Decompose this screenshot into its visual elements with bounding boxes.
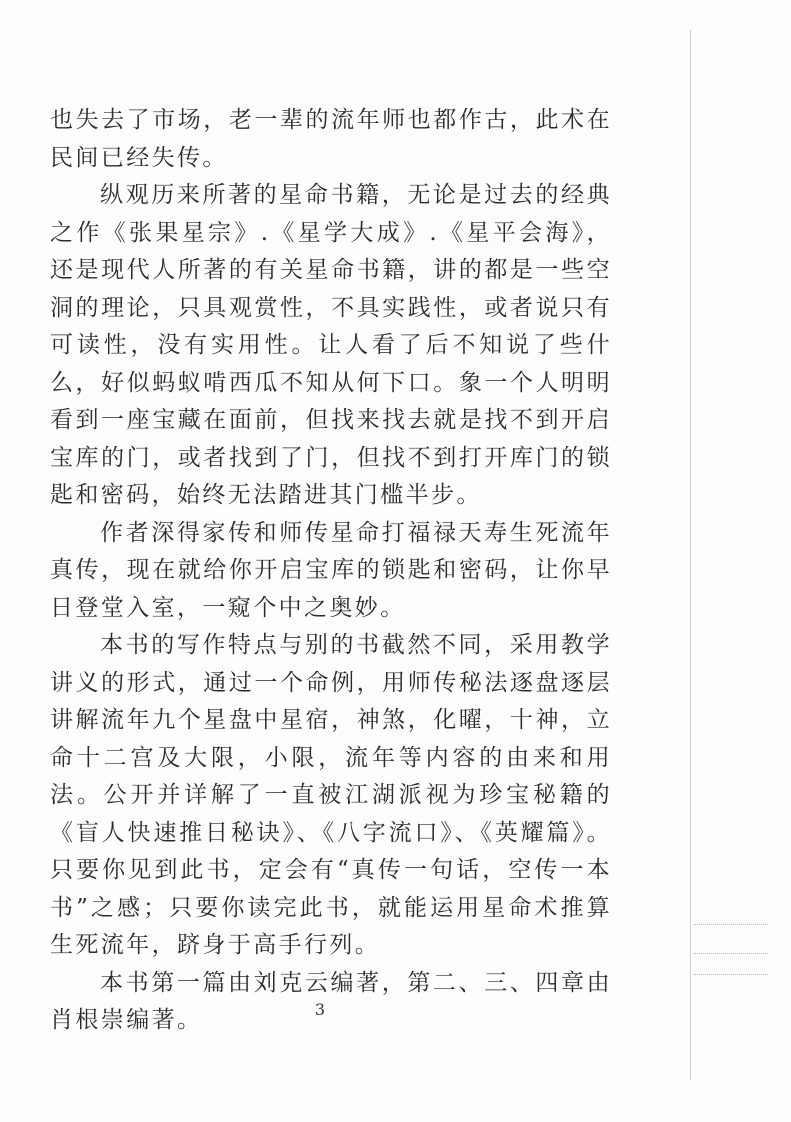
scan-mark bbox=[694, 974, 768, 975]
scan-mark bbox=[694, 953, 768, 954]
page-number: 3 bbox=[314, 1000, 326, 1019]
scan-mark bbox=[694, 924, 768, 925]
page-edge-line bbox=[690, 30, 691, 1080]
paragraph-book-features: 本书的写作特点与别的书截然不同，采用教学讲义的形式，通过一个命例，用师传秘法逐盘逐层讲解流年九个星盘中星宿，神煞，化曜，十神，立命十二宫及大限，小限，流年等内容的由来和用法。公开并详解了一直被江湖派视为珍宝秘籍的《盲人快速推日秘诀》、《八字流口》、《英耀篇》。只要你见到此书，定会有“真传一句话，空传一本书”之感；只要你读完此书，就能运用星命术推算生死流年，跻身于高手行列。 bbox=[50, 632, 612, 958]
body-text bbox=[50, 102, 612, 1040]
paragraph-classics-critique: 纵观历来所著的星命书籍，无论是过去的经典之作《张果星宗》.《星学大成》.《星平会海》，还是现代人所著的有关星命书籍，讲的都是一些空洞的理论，只具观赏性，不具实践性，或者说只有可读性，没有实用性。让人看了后不知说了些什么，好似蚂蚁啃西瓜不知从何下口。象一个人明明看到一座宝藏在面前，但找来找去就是找不到开启宝库的门，或者找到了门，但找不到打开库门的锁匙和密码，始终无法踏进其门槛半步。 bbox=[50, 182, 612, 508]
paragraph-author-transmission: 作者深得家传和师传星命打福禄天寿生死流年真传，现在就给你开启宝库的锁匙和密码，让你早日登堂入室，一窥个中之奥妙。 bbox=[50, 519, 612, 621]
paragraph-authorship: 本书第一篇由刘克云编著，第二、三、四章由肖根崇编著。 bbox=[50, 969, 612, 1033]
paragraph-continuation: 也失去了市场，老一辈的流年师也都作古，此术在民间已经失传。 bbox=[50, 107, 612, 171]
